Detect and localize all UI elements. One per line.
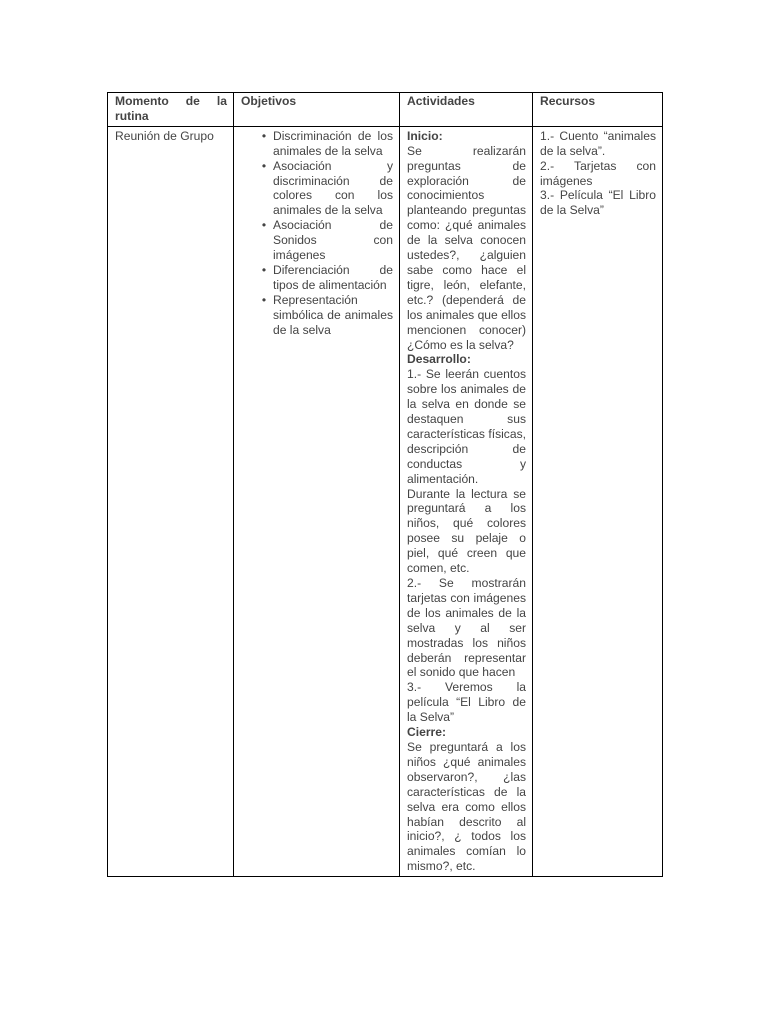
header-actividades: Actividades	[400, 93, 533, 127]
inicio-text: Se realizarán preguntas de exploración de conocimientos planteando preguntas como: ¿qué animales de la selva conocen ustedes?, ¿alguien sabe como hace el tigre, león, elefante, etc.? (dependerá de los animales que ellos mencionen conocer)¿Cómo es la selva?	[407, 143, 526, 352]
momento-text: Reunión de Grupo	[115, 128, 214, 143]
objetivo-item	[259, 293, 393, 338]
objetivo-item	[259, 263, 393, 293]
cierre-text: Se preguntará a los niños ¿qué animales observaron?, ¿las características de la selva era como ellos habían descrito al inicio?, ¿ todos los animales comían lo mismo?, etc.	[407, 739, 526, 874]
cierre-heading: Cierre:	[407, 725, 446, 740]
objetivo-text: Asociación y discriminación de colores con los animales de la selva	[273, 158, 393, 218]
objetivo-text: Representación simbólica de animales de la selva	[273, 292, 393, 337]
desarrollo-step-3: 3.- Veremos la película “El Libro de la Selva”	[407, 680, 526, 725]
header-momento: Momento de la rutina	[108, 93, 234, 127]
header-objetivos: Objetivos	[234, 93, 400, 127]
objetivo-text: Asociación de Sonidos con imágenes	[273, 218, 393, 263]
routine-plan-table	[107, 92, 663, 877]
bullet-icon: •	[261, 262, 267, 277]
objetivo-item	[259, 159, 393, 219]
cell-objetivos	[234, 126, 400, 876]
bullet-icon: •	[261, 292, 267, 307]
inicio-heading: Inicio:	[407, 128, 443, 143]
objetivo-item	[259, 129, 393, 159]
objetivo-item	[259, 218, 393, 263]
bullet-icon: •	[261, 128, 267, 143]
recurso-item: 2.- Tarjetas con imágenes	[540, 158, 656, 188]
cell-momento	[108, 126, 234, 876]
desarrollo-lectura-text: Durante la lectura se preguntará a los niños, qué colores posee su pelaje o piel, qué creen que comen, etc.	[407, 486, 526, 576]
bullet-icon: •	[261, 218, 267, 233]
objetivo-text: Discriminación de los animales de la selva	[273, 128, 393, 158]
header-recursos: Recursos	[533, 93, 663, 127]
objetivos-list	[241, 129, 393, 338]
desarrollo-heading: Desarrollo:	[407, 352, 471, 367]
recurso-item: 3.- Película “El Libro de la Selva”	[540, 188, 656, 218]
bullet-icon: •	[261, 158, 267, 173]
desarrollo-step-1: 1.- Se leerán cuentos sobre los animales de la selva en donde se destaquen sus características físicas, descripción de conductas y alimentación.	[407, 367, 526, 486]
table-header-row	[108, 93, 663, 127]
cell-recursos	[533, 126, 663, 876]
cell-actividades	[400, 126, 533, 876]
objetivo-text: Diferenciación de tipos de alimentación	[273, 262, 393, 292]
table-row	[108, 126, 663, 876]
desarrollo-step-2: 2.- Se mostrarán tarjetas con imágenes de los animales de la selva y al ser mostradas los niños deberán representar el sonido que hacen	[407, 576, 526, 680]
recurso-item: 1.- Cuento “animales de la selva”.	[540, 128, 656, 158]
